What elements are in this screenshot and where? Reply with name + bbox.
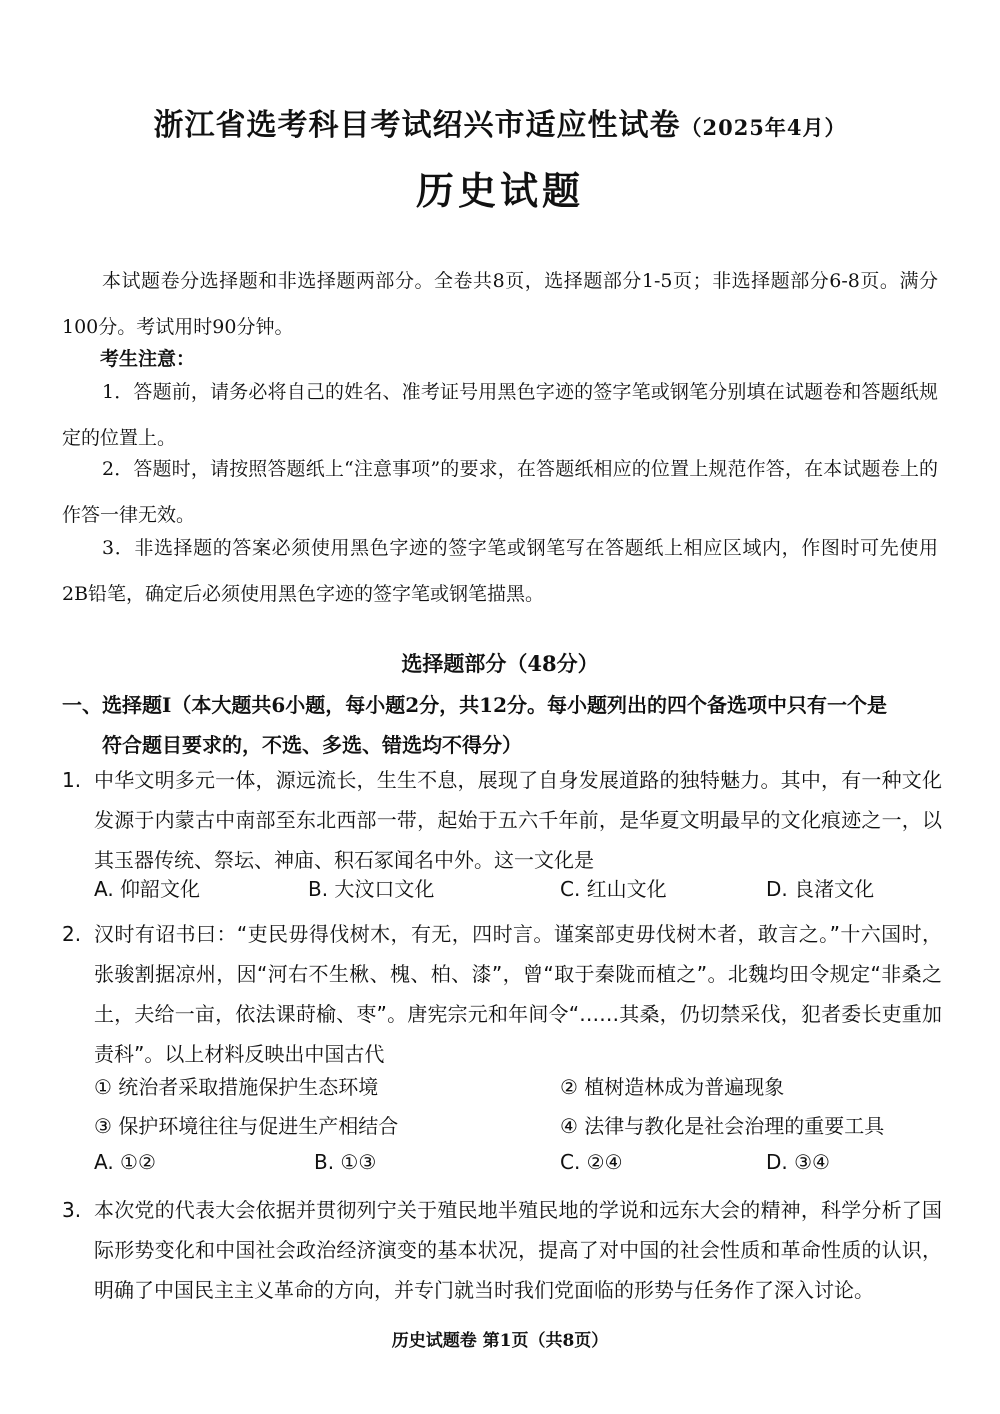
option-d[interactable]: D. 良渚文化 — [766, 877, 875, 901]
question-text: 汉时有诏书曰：“吏民毋得伐树木，有无，四时言。谨案部吏毋伐树木者，敢言之。”十六国时，张骏割据凉州，因“河右不生楸、槐、柏、漆”，曾“取于秦陇而植之”。北魏均田令规定“非桑之土，夫给一亩，依法课莳榆、枣”。唐宪宗元和年间令“……其桑，仍切禁采伐，犯者委长吏重加责科”。以上材料反映出中国古代 — [94, 922, 942, 1066]
statement-3: ③ 保护环境往往与促进生产相结合 — [94, 1114, 399, 1138]
exam-title-text: 浙江省选考科目考试绍兴市适应性试卷 — [153, 108, 681, 143]
question-number: 2. — [62, 922, 82, 946]
exam-title — [0, 100, 1000, 144]
question-text: 本次党的代表大会依据并贯彻列宁关于殖民地半殖民地的学说和远东大会的精神，科学分析了国际形势变化和中国社会政治经济演变的基本状况，提高了对中国的社会性质和革命性质的认识，明确了中国民主主义革命的方向，并专门就当时我们党面临的形势与任务作了深入讨论。 — [94, 1198, 942, 1302]
statement-2: ② 植树造林成为普遍现象 — [560, 1075, 785, 1099]
question-1 — [62, 760, 942, 880]
option-c[interactable]: C. ②④ — [560, 1150, 623, 1174]
notice-heading: 考生注意： — [100, 348, 196, 370]
question-2 — [62, 914, 942, 1074]
option-d[interactable]: D. ③④ — [766, 1150, 830, 1174]
question-2-statements-row2 — [94, 1109, 944, 1143]
part-heading-line1: 选择题Ⅰ（本大题共6小题，每小题2分，共12分。每小题列出的四个备选项中只有一个是 — [102, 693, 888, 717]
question-text: 中华文明多元一体，源远流长，生生不息，展现了自身发展道路的独特魅力。其中，有一种文化发源于内蒙古中南部至东北西部一带，起始于五六千年前，是华夏文明最早的文化痕迹之一，以其玉器传统、祭坛、神庙、积石冢闻名中外。这一文化是 — [94, 768, 942, 872]
option-c[interactable]: C. 红山文化 — [560, 877, 667, 901]
option-a[interactable]: A. ①② — [94, 1150, 156, 1174]
notice-item-3: 3．非选择题的答案必须使用黑色字迹的签字笔或钢笔写在答题纸上相应区域内，作图时可先使用2B铅笔，确定后必须使用黑色字迹的签字笔或钢笔描黑。 — [62, 537, 938, 605]
page-footer: 历史试题卷 第1页（共8页） — [391, 1331, 609, 1351]
part-heading-line2: 符合题目要求的，不选、多选、错选均不得分） — [102, 733, 522, 757]
exam-date: （2025年4月） — [680, 115, 847, 140]
statement-4: ④ 法律与教化是社会治理的重要工具 — [560, 1114, 885, 1138]
question-1-options — [94, 872, 944, 906]
intro-paragraph: 本试题卷分选择题和非选择题两部分。全卷共8页，选择题部分1-5页；非选择题部分6-8页。满分100分。考试用时90分钟。 — [62, 270, 938, 338]
subject-title: 历史试题 — [415, 168, 584, 213]
part-heading — [62, 685, 942, 765]
statement-1: ① 统治者采取措施保护生态环境 — [94, 1075, 379, 1099]
part-number: 一、 — [62, 693, 102, 717]
question-3 — [62, 1190, 942, 1310]
option-b[interactable]: B. ①③ — [314, 1150, 377, 1174]
notice-item-2: 2．答题时，请按照答题纸上“注意事项”的要求，在答题纸相应的位置上规范作答，在本试题卷上的作答一律无效。 — [62, 458, 938, 526]
section-title: 选择题部分（48分） — [401, 651, 599, 676]
option-a[interactable]: A. 仰韶文化 — [94, 877, 201, 901]
question-number: 1. — [62, 768, 82, 792]
question-number: 3. — [62, 1198, 82, 1222]
notice-item-1: 1．答题前，请务必将自己的姓名、准考证号用黑色字迹的签字笔或钢笔分别填在试题卷和答题纸规定的位置上。 — [62, 381, 938, 449]
option-b[interactable]: B. 大汶口文化 — [308, 877, 435, 901]
question-2-statements-row1 — [94, 1070, 944, 1104]
question-2-options — [94, 1145, 944, 1179]
